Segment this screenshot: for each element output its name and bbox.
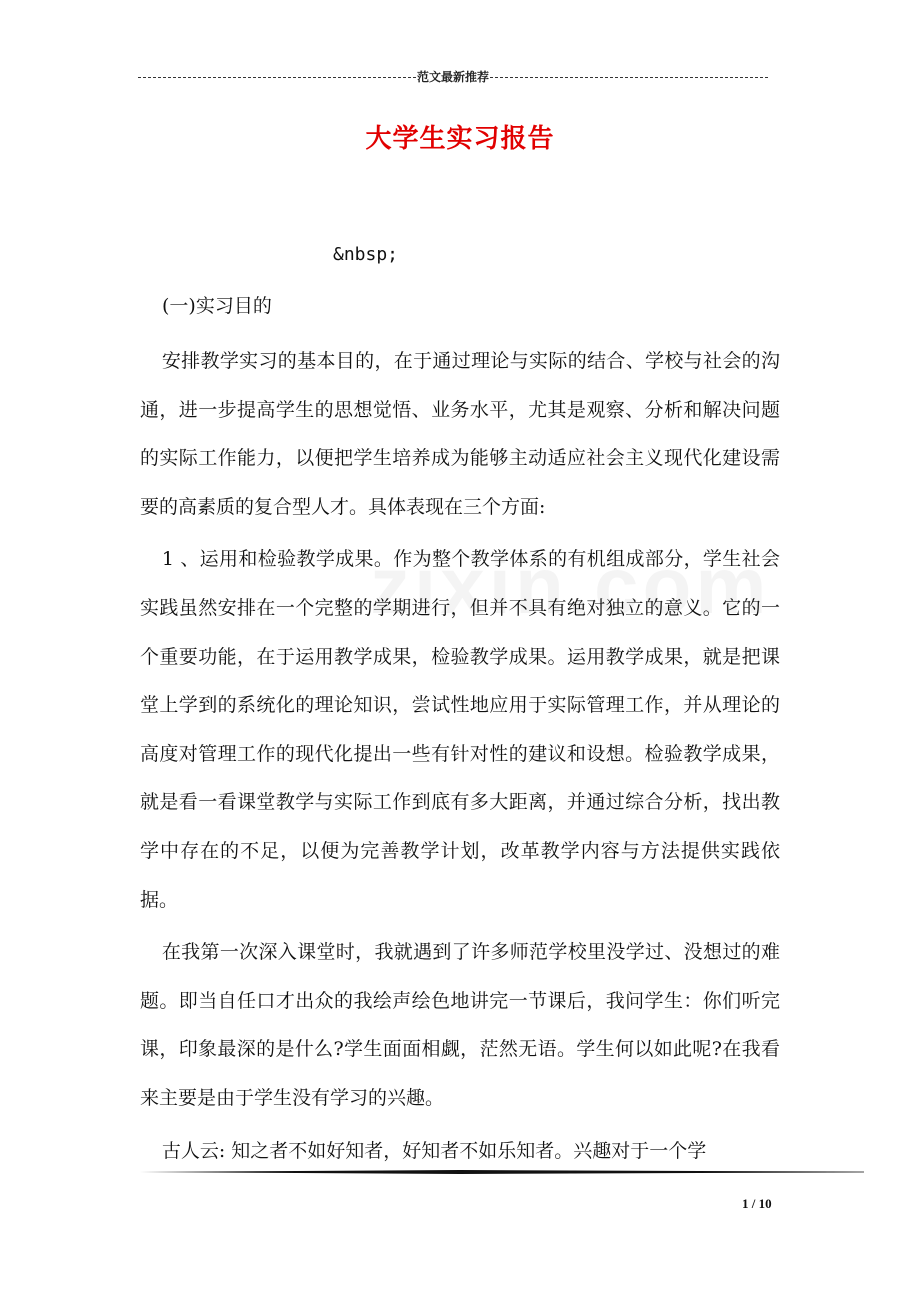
- section-heading: (一)实习目的: [162, 295, 272, 317]
- body-text: [140, 337, 780, 1179]
- paragraph: 安排教学实习的基本目的，在于通过理论与实际的结合、学校与社会的沟通，进一步提高学生的思想觉悟、业务水平，尤其是观察、分析和解决问题的实际工作能力，以便把学生培养成为能够主动适应社会主义现代化建设需要的高素质的复合型人才。具体表现在三个方面:: [140, 350, 780, 518]
- header-banner: [138, 68, 768, 85]
- paragraph: 1 、运用和检验教学成果。作为整个教学体系的有机组成部分，学生社会实践虽然安排在一个完整的学期进行，但并不具有绝对独立的意义。它的一个重要功能，在于运用教学成果，检验教学成果。运用教学成果，就是把课堂上学到的系统化的理论知识，尝试性地应用于实际管理工作，并从理论的高度对管理工作的现代化提出一些有针对性的建议和设想。检验教学成果，就是看一看课堂教学与实际工作到底有多大距离，并通过综合分析，找出教学中存在的不足，以便为完善教学计划，改革教学内容与方法提供实践依据。: [140, 548, 780, 911]
- header-dash-right: [490, 77, 768, 78]
- nbsp-artifact: &nbsp;: [333, 244, 399, 265]
- footer-rule: [140, 1170, 864, 1174]
- paragraph: 在我第一次深入课堂时，我就遇到了许多师范学校里没学过、没想过的难题。即当自任口才出众的我绘声绘色地讲完一节课后，我问学生：你们听完课，印象最深的是什么?学生面面相觑，茫然无语。学生何以如此呢?在我看来主要是由于学生没有学习的兴趣。: [140, 941, 780, 1109]
- document-title: 大学生实习报告: [365, 124, 555, 154]
- header-text: 范文最新推荐: [417, 70, 490, 84]
- page-number: 1 / 10: [742, 1196, 772, 1211]
- paragraph: 古人云: 知之者不如好知者，好知者不如乐知者。兴趣对于一个学: [161, 1139, 707, 1162]
- header-dash-left: [138, 77, 416, 78]
